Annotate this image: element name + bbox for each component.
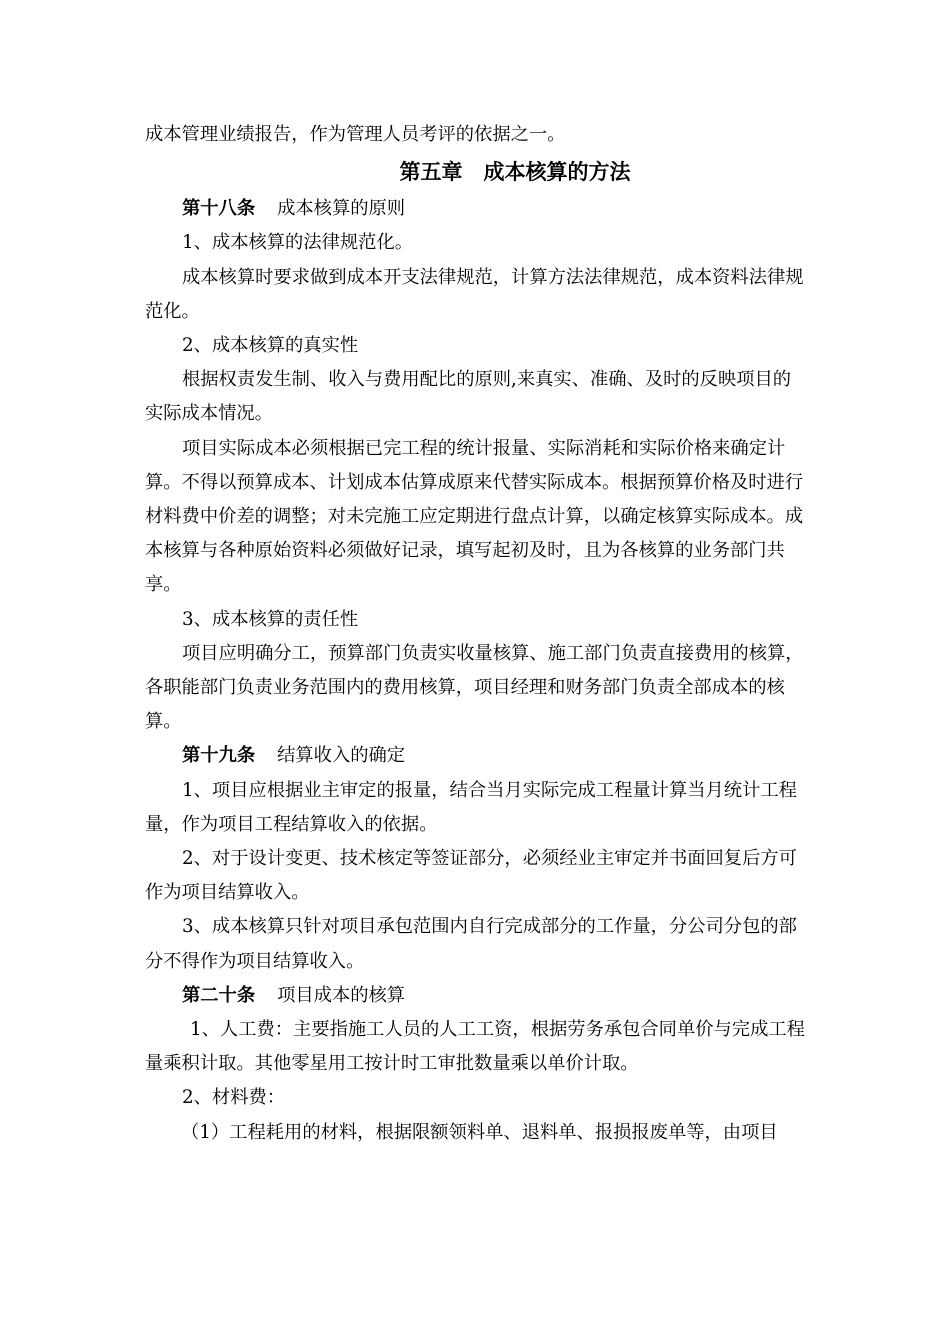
article-number: 第十九条 [182,745,256,767]
paragraph: 2、材料费： [182,1087,286,1109]
paragraph: 2、成本核算的真实性 [182,335,359,357]
document-body [145,118,807,1150]
article-heading [145,979,807,1013]
paragraph: 1、人工费：主要指施工人员的人工工资，根据劳务承包合同单价与完成工程量乘积计取。其他零星用工按计时工审批数量乘以单价计取。 [145,1019,805,1075]
article-subject: 结算收入的确定 [277,745,406,767]
paragraph: 项目实际成本必须根据已完工程的统计报量、实际消耗和实际价格来确定计算。不得以预算成本、计划成本估算成原来代替实际成本。根据预算价格及时进行材料费中价差的调整；对未完施工应定期进行盘点计算，以确定核算实际成本。成本核算与各种原始资料必须做好记录，填写起初及时，且为各核算的业务部门共享。 [145,437,804,596]
article-subject: 项目成本的核算 [277,984,406,1006]
paragraph: （1）工程耗用的材料，根据限额领料单、退料单、报损报废单等，由项目 [181,1121,778,1143]
article-number: 第十八条 [182,198,256,220]
paragraph: 3、成本核算只针对项目承包范围内自行完成部分的工作量，分公司分包的部分不得作为项目结算收入。 [145,916,797,972]
paragraph: 成本核算时要求做到成本开支法律规范，计算方法法律规范，成本资料法律规范化。 [145,266,804,322]
paragraph: 2、对于设计变更、技术核定等签证部分，必须经业主审定并书面回复后方可作为项目结算收入。 [145,848,797,904]
paragraph: 成本管理业绩报告，作为管理人员考评的依据之一。 [145,124,566,145]
paragraph: 3、成本核算的责任性 [182,608,359,630]
article-heading [145,192,807,226]
paragraph: 根据权责发生制、收入与费用配比的原则,来真实、准确、及时的反映项目的实际成本情况。 [145,369,792,425]
paragraph: 1、成本核算的法律规范化。 [182,232,414,254]
chapter-title: 第五章 成本核算的方法 [399,159,631,185]
article-heading [145,739,807,773]
paragraph: 1、项目应根据业主审定的报量，结合当月实际完成工程量计算当月统计工程量，作为项目工程结算收入的依据。 [145,779,797,835]
article-number: 第二十条 [182,984,256,1006]
paragraph: 项目应明确分工，预算部门负责实收量核算、施工部门负责直接费用的核算，各职能部门负责业务范围内的费用核算，项目经理和财务部门负责全部成本的核算。 [145,642,804,733]
article-subject: 成本核算的原则 [277,198,406,220]
